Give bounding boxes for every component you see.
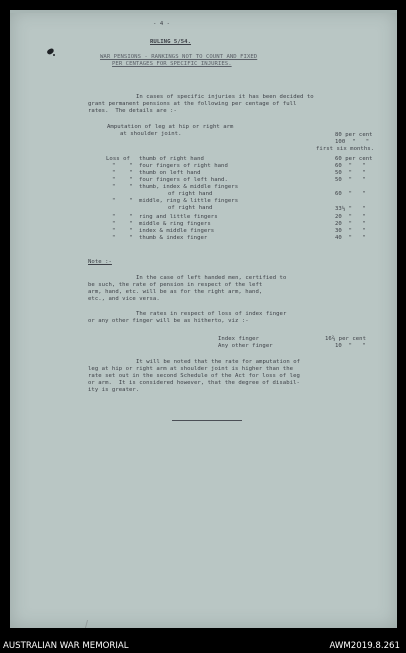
ruling-number: RULING 5/54.	[150, 39, 192, 45]
note-para1-line-2: be such, the rate of pension in respect of the left	[88, 282, 263, 288]
loss-row-rate: 50 " "	[335, 170, 366, 176]
note-label: Note :-	[88, 259, 112, 265]
page-number: - 4 -	[153, 21, 171, 27]
note-para2-line-2: or any other finger will be as hitherto, viz :-	[88, 318, 249, 324]
closing-line-5: ity is greater.	[88, 387, 140, 393]
amputation-rate-3: first six months.	[316, 146, 375, 152]
loss-row-prefix: " "	[112, 198, 133, 204]
note-para1-line-3: arm, hand, etc. will be as for the right arm, hand,	[88, 289, 263, 295]
loss-row-prefix: " "	[112, 221, 133, 227]
loss-row-rate: 40 " "	[335, 235, 366, 241]
loss-row-rate: 33⅓ " "	[335, 206, 366, 212]
archive-name: AUSTRALIAN WAR MEMORIAL	[3, 641, 129, 651]
loss-row-rate: 60 " "	[335, 163, 366, 169]
amputation-rate-1: 80 per cent	[335, 132, 373, 138]
accession-number: AWM2019.8.261	[329, 641, 400, 651]
loss-row-text: middle & ring fingers	[139, 221, 211, 227]
loss-row-text: four fingers of right hand	[139, 163, 228, 169]
document-page	[10, 10, 397, 628]
note-para1-line-4: etc., and vice versa.	[88, 296, 160, 302]
loss-row-prefix: " "	[112, 163, 133, 169]
loss-row-rate: 20 " "	[335, 221, 366, 227]
loss-row-rate: 20 " "	[335, 214, 366, 220]
closing-line-3: rate set out in the second Schedule of the Act for loss of leg	[88, 373, 300, 379]
intro-line-1: In cases of specific injuries it has been decided to	[136, 94, 314, 100]
note-para1-line-1: In the case of left handed men, certified to	[136, 275, 287, 281]
loss-row-rate: 50 " "	[335, 177, 366, 183]
loss-row-rate: 60 " "	[335, 191, 366, 197]
loss-row-prefix: " "	[112, 177, 133, 183]
loss-row-text: index & middle fingers	[139, 228, 215, 234]
intro-line-3: rates. The details are :-	[88, 108, 177, 114]
loss-row-text: thumb of right hand	[139, 156, 204, 162]
loss-row-text: ring and little fingers	[139, 214, 218, 220]
loss-row-rate: 60 per cent	[335, 156, 373, 162]
loss-row-rate: 30 " "	[335, 228, 366, 234]
page-edge	[10, 10, 397, 13]
loss-row-text: four fingers of left hand.	[139, 177, 228, 183]
loss-row-text-continued: of right hand	[168, 191, 213, 197]
closing-line-2: leg at hip or right arm at shoulder joint is higher than the	[88, 366, 294, 372]
heading-line-1: WAR PENSIONS - RANKINGS NOT TO COUNT AND FIXED	[100, 54, 258, 60]
loss-row-text-continued: of right hand	[168, 205, 213, 211]
amputation-line-2: at shoulder joint.	[120, 131, 182, 137]
finger-rate-label: Index finger	[218, 336, 260, 342]
finger-rate-value: 10 " "	[335, 343, 366, 349]
pencil-mark	[85, 620, 98, 628]
loss-row-text: thumb, index & middle fingers	[139, 184, 239, 190]
loss-row-prefix: " "	[112, 228, 133, 234]
closing-line-1: It will be noted that the rate for amputation of	[136, 359, 301, 365]
finger-rate-label: Any other finger	[218, 343, 273, 349]
amputation-line-1: Amputation of leg at hip or right arm	[107, 124, 234, 130]
note-para2-line-1: The rates in respect of loss of index finger	[136, 311, 287, 317]
archive-footer	[0, 639, 406, 653]
amputation-rate-2: 100 " "	[335, 139, 370, 145]
closing-rule	[172, 420, 242, 421]
closing-line-4: or arm. It is considered however, that the degree of disabil-	[88, 380, 300, 386]
ink-dot	[53, 54, 55, 56]
loss-row-prefix: " "	[112, 235, 133, 241]
loss-row-text: thumb on left hand	[139, 170, 201, 176]
loss-row-prefix: " "	[112, 214, 133, 220]
loss-row-prefix: Loss of	[106, 156, 130, 162]
heading-line-2: PER CENTAGES FOR SPECIFIC INJURIES.	[112, 61, 232, 67]
intro-line-2: grant permanent pensions at the following per centage of full	[88, 101, 297, 107]
loss-row-text: thumb & index finger	[139, 235, 208, 241]
loss-row-prefix: " "	[112, 170, 133, 176]
loss-row-text: middle, ring & little fingers	[139, 198, 239, 204]
loss-row-prefix: " "	[112, 184, 133, 190]
finger-rate-value: 16⅔ per cent	[325, 336, 367, 342]
